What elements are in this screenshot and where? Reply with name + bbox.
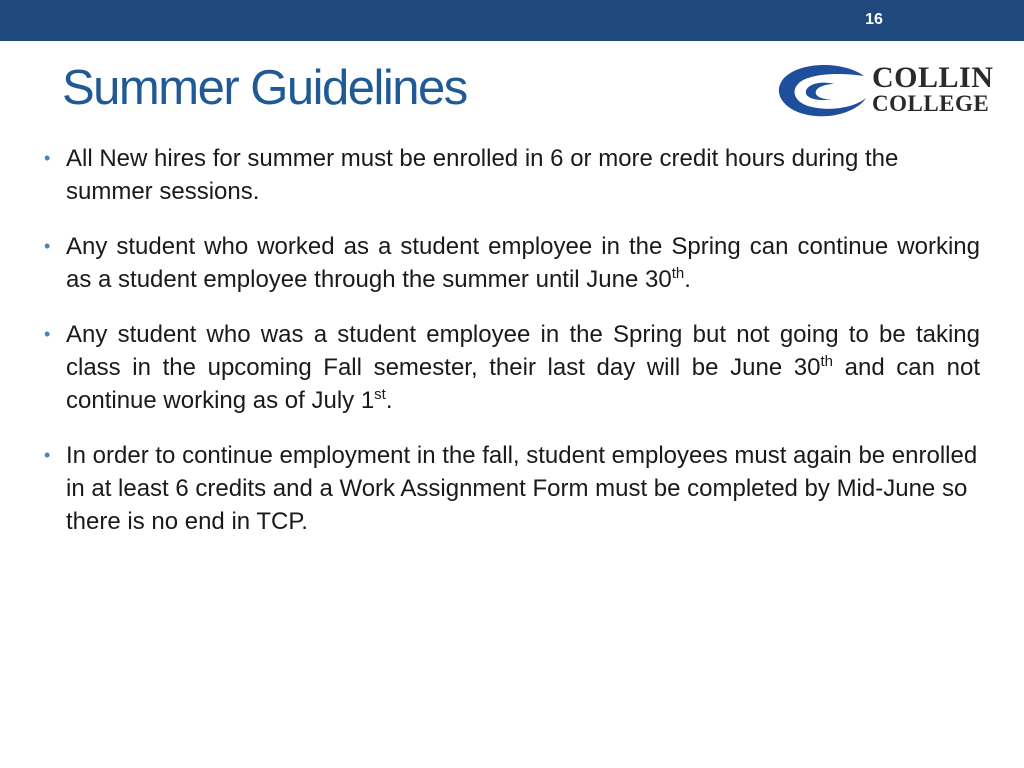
collin-college-logo — [776, 62, 1002, 120]
bullet-text-part: and can not continue working as of July 1 — [66, 354, 980, 414]
bullet-icon: • — [44, 148, 51, 168]
list-item — [44, 230, 980, 296]
bullet-text: In order to continue employment in the fall, student employees must again be enrolled in at least 6 credits and a Work Assignment Form must be completed by Mid-June so there is no end in TCP. — [66, 442, 978, 535]
logo-swoosh-icon — [776, 62, 870, 120]
logo-text-college: COLLEGE — [872, 91, 990, 116]
bullet-text — [66, 233, 980, 293]
bullet-text — [66, 321, 980, 414]
guidelines-list — [44, 142, 980, 560]
bullet-icon: • — [44, 324, 51, 344]
list-item — [44, 142, 980, 208]
bullet-text-part: . — [385, 387, 393, 414]
slide-number: 16 — [865, 11, 883, 28]
bullet-text-part: Any student who was a student employee in the Spring but not going to be taking class in the upcoming Fall semester, their last day will be June 30 — [66, 321, 980, 381]
list-item — [44, 318, 980, 417]
bullet-text-part: . — [684, 266, 691, 293]
bullet-icon: • — [44, 445, 51, 465]
list-item — [44, 439, 980, 538]
slide-title: Summer Guidelines — [62, 61, 467, 115]
logo-text-collin: COLLIN — [872, 61, 994, 94]
bullet-icon: • — [44, 236, 51, 256]
ordinal-suffix: th — [671, 265, 685, 282]
ordinal-suffix: th — [820, 353, 834, 370]
ordinal-suffix: st — [374, 386, 386, 403]
bullet-text-part: Any student who worked as a student employee in the Spring can continue working as a student employee through the summer until June 30 — [66, 233, 980, 293]
bullet-text: All New hires for summer must be enrolled in 6 or more credit hours during the summer sessions. — [66, 145, 899, 205]
